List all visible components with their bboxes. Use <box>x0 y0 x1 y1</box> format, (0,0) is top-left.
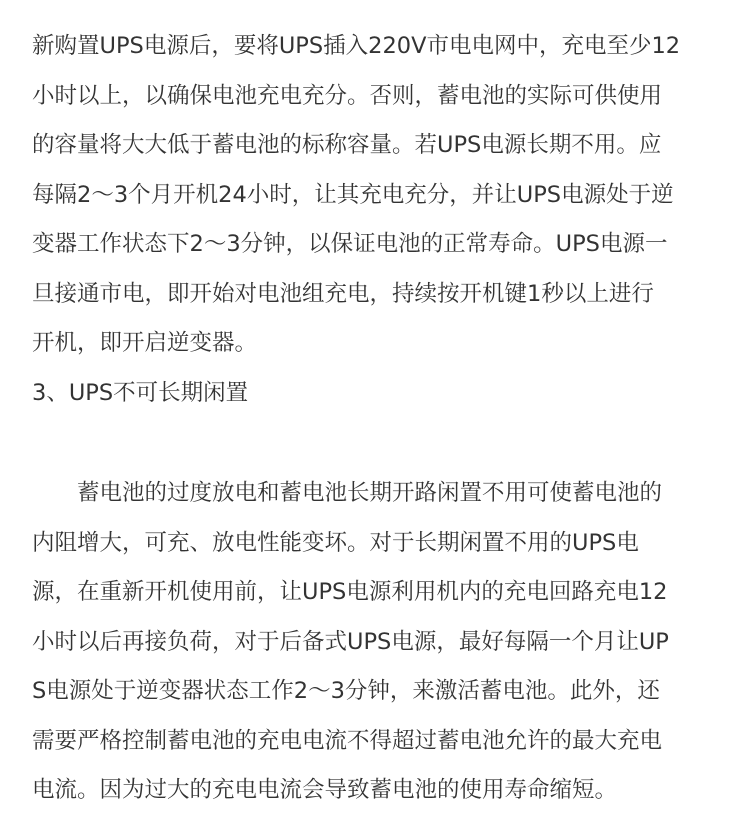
paragraph-long-idle-warning <box>32 469 722 816</box>
paragraph-spacer <box>32 418 722 469</box>
text-line: 需要严格控制蓄电池的充电电流不得超过蓄电池允许的最大充电 <box>32 727 663 754</box>
text-line: 源，在重新开机使用前，让UPS电源利用机内的充电回路充电12 <box>32 579 668 605</box>
section-heading: 3、UPS不可长期闲置 <box>32 379 249 406</box>
text-line: 变器工作状态下2～3分钟，以保证电池的正常寿命。UPS电源一 <box>32 231 668 257</box>
text-line: 蓄电池的过度放电和蓄电池长期开路闲置不用可使蓄电池的 <box>77 480 663 506</box>
text-line: 小时以后再接负荷，对于后备式UPS电源，最好每隔一个月让UP <box>32 628 669 655</box>
text-line: 小时以上，以确保电池充电充分。否则，蓄电池的实际可供使用 <box>32 82 663 109</box>
text-line: 电流。因为过大的充电电流会导致蓄电池的使用寿命缩短。 <box>32 777 618 803</box>
text-line: 内阻增大，可充、放电性能变坏。对于长期闲置不用的UPS电 <box>32 529 639 556</box>
text-line: 新购置UPS电源后，要将UPS插入220V市电电网中，充电至少12 <box>32 33 681 59</box>
text-line: 开机，即开启逆变器。 <box>32 330 258 356</box>
text-line: 旦接通市电，即开始对电池组充电，持续按开机键1秒以上进行 <box>32 280 654 307</box>
article-body <box>32 22 722 816</box>
text-line: 的容量将大大低于蓄电池的标称容量。若UPS电源长期不用。应 <box>32 132 662 158</box>
text-line: 每隔2～3个月开机24小时，让其充电充分，并让UPS电源处于逆 <box>32 181 674 208</box>
text-line: S电源处于逆变器状态工作2～3分钟，来激活蓄电池。此外，还 <box>32 678 660 704</box>
paragraph-ups-initial-charging <box>32 22 722 369</box>
